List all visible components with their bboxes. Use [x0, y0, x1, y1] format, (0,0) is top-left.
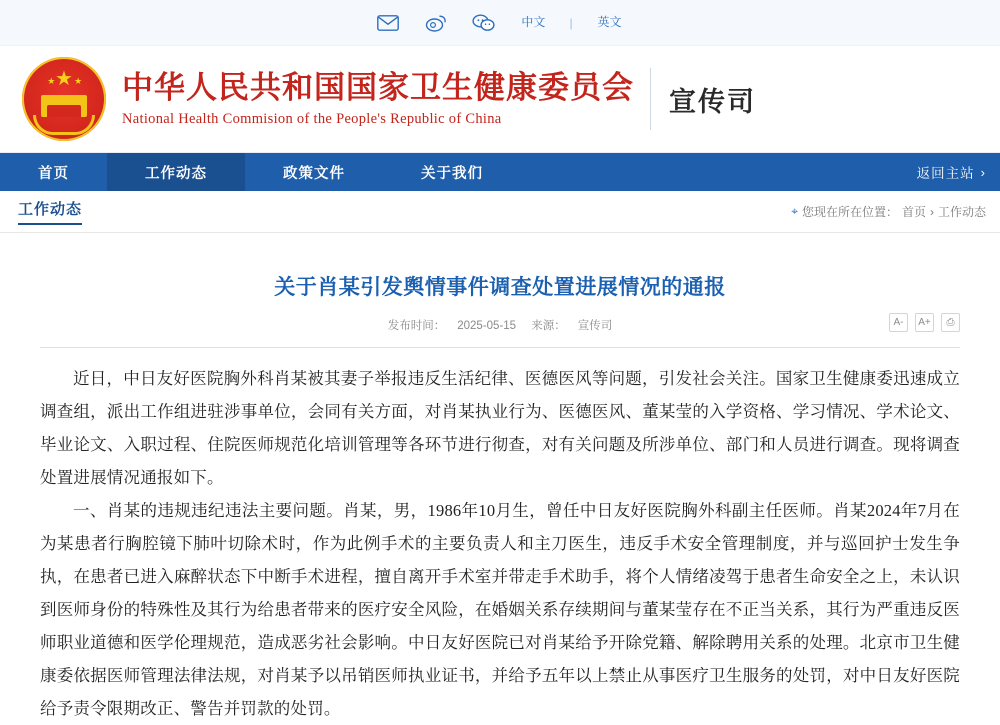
site-header — [0, 46, 1000, 153]
breadcrumb-separator: › — [929, 204, 934, 219]
location-pin-icon: ⌖ — [791, 204, 798, 218]
breadcrumb-prefix: 您现在所在位置： — [801, 205, 898, 219]
chevron-right-icon: › — [980, 164, 986, 180]
lang-english[interactable]: 英文 — [597, 15, 622, 29]
site-title-cn: 中华人民共和国国家卫生健康委员会 — [122, 69, 634, 105]
mail-icon[interactable] — [375, 10, 401, 36]
breadcrumb-current-link[interactable]: 工作动态 — [937, 205, 986, 219]
font-increase-button[interactable]: A+ — [915, 313, 934, 332]
national-emblem-icon: ★ ★ ★ — [22, 57, 106, 141]
section-title: 工作动态 — [18, 198, 82, 225]
main-nav — [0, 153, 1000, 191]
breadcrumb-bar — [0, 191, 1000, 233]
nav-item-about-us[interactable]: 关于我们 — [421, 165, 483, 182]
article-paragraph-2: 一、肖某的违规违纪违法主要问题。肖某，男，1986年10月生，曾任中日友好医院胸外科副主任医师。肖某2024年7月在为某患者行胸腔镜下肺叶切除术时，作为此例手术的主要负责人和主刀医生，违反手术安全管理制度，并与巡回护士发生争执，在患者已进入麻醉状态下中断手术进程，擅自离开手术室并带走手术助手，将个人情绪凌驾于患者生命安全之上，未认识到医师身份的特殊性及其行为给患者带来的医疗安全风险，在婚姻关系存续期间与董某莹存在不正当关系，其行为严重违反医师职业道德和医学伦理规范，造成恶劣社会影响。中日友好医院已对肖某给予开除党籍、解除聘用关系的处理。北京市卫生健康委依据医师管理法律法规，对肖某予以吊销医师执业证书，并给予五年以上禁止从事医疗卫生服务的处罚，对中日友好医院给予责令限期改正、警告并罚款的处罚。 — [40, 501, 960, 718]
site-title-en: National Health Commision of the People's Republic of China — [122, 111, 502, 128]
article-tools — [889, 313, 960, 332]
weibo-icon[interactable] — [423, 10, 449, 36]
lang-chinese[interactable]: 中文 — [521, 15, 546, 29]
utility-topbar — [0, 0, 1000, 46]
lang-separator: | — [569, 15, 573, 30]
back-to-main-site-link[interactable] — [917, 153, 1000, 191]
font-decrease-button[interactable]: A- — [889, 313, 908, 332]
publish-time-label: 发布时间： — [387, 320, 446, 332]
article-body — [40, 362, 960, 725]
breadcrumb — [791, 203, 986, 220]
source-value: 宣传司 — [577, 320, 613, 332]
publish-date: 2025-05-15 — [457, 320, 517, 332]
article-container — [0, 233, 1000, 725]
source-label: 来源： — [531, 320, 566, 332]
article-meta — [40, 317, 960, 339]
nav-item-work-updates[interactable]: 工作动态 — [107, 153, 245, 191]
nav-item-home[interactable]: 首页 — [38, 165, 69, 182]
wechat-icon[interactable] — [471, 10, 497, 36]
nav-item-policy-documents[interactable]: 政策文件 — [283, 165, 345, 182]
page-title: 关于肖某引发舆情事件调查处置进展情况的通报 — [274, 275, 726, 299]
department-name: 宣传司 — [669, 86, 756, 117]
print-button[interactable]: ⎙ — [941, 313, 960, 332]
article-paragraph-1: 近日，中日友好医院胸外科肖某被其妻子举报违反生活纪律、医德医风等问题，引发社会关注。国家卫生健康委迅速成立调查组，派出工作组进驻涉事单位，会同有关方面，对肖某执业行为、医德医风、董某莹的入学资格、学习情况、学术论文、毕业论文、入职过程、住院医师规范化培训管理等各环节进行彻查，对有关问题及所涉单位、部门和人员进行调查。现将调查处置进展情况通报如下。 — [40, 369, 960, 487]
title-divider — [650, 68, 651, 130]
breadcrumb-home-link[interactable]: 首页 — [901, 205, 926, 219]
meta-divider — [40, 347, 960, 348]
back-to-main-site-label: 返回主站 — [916, 166, 975, 181]
